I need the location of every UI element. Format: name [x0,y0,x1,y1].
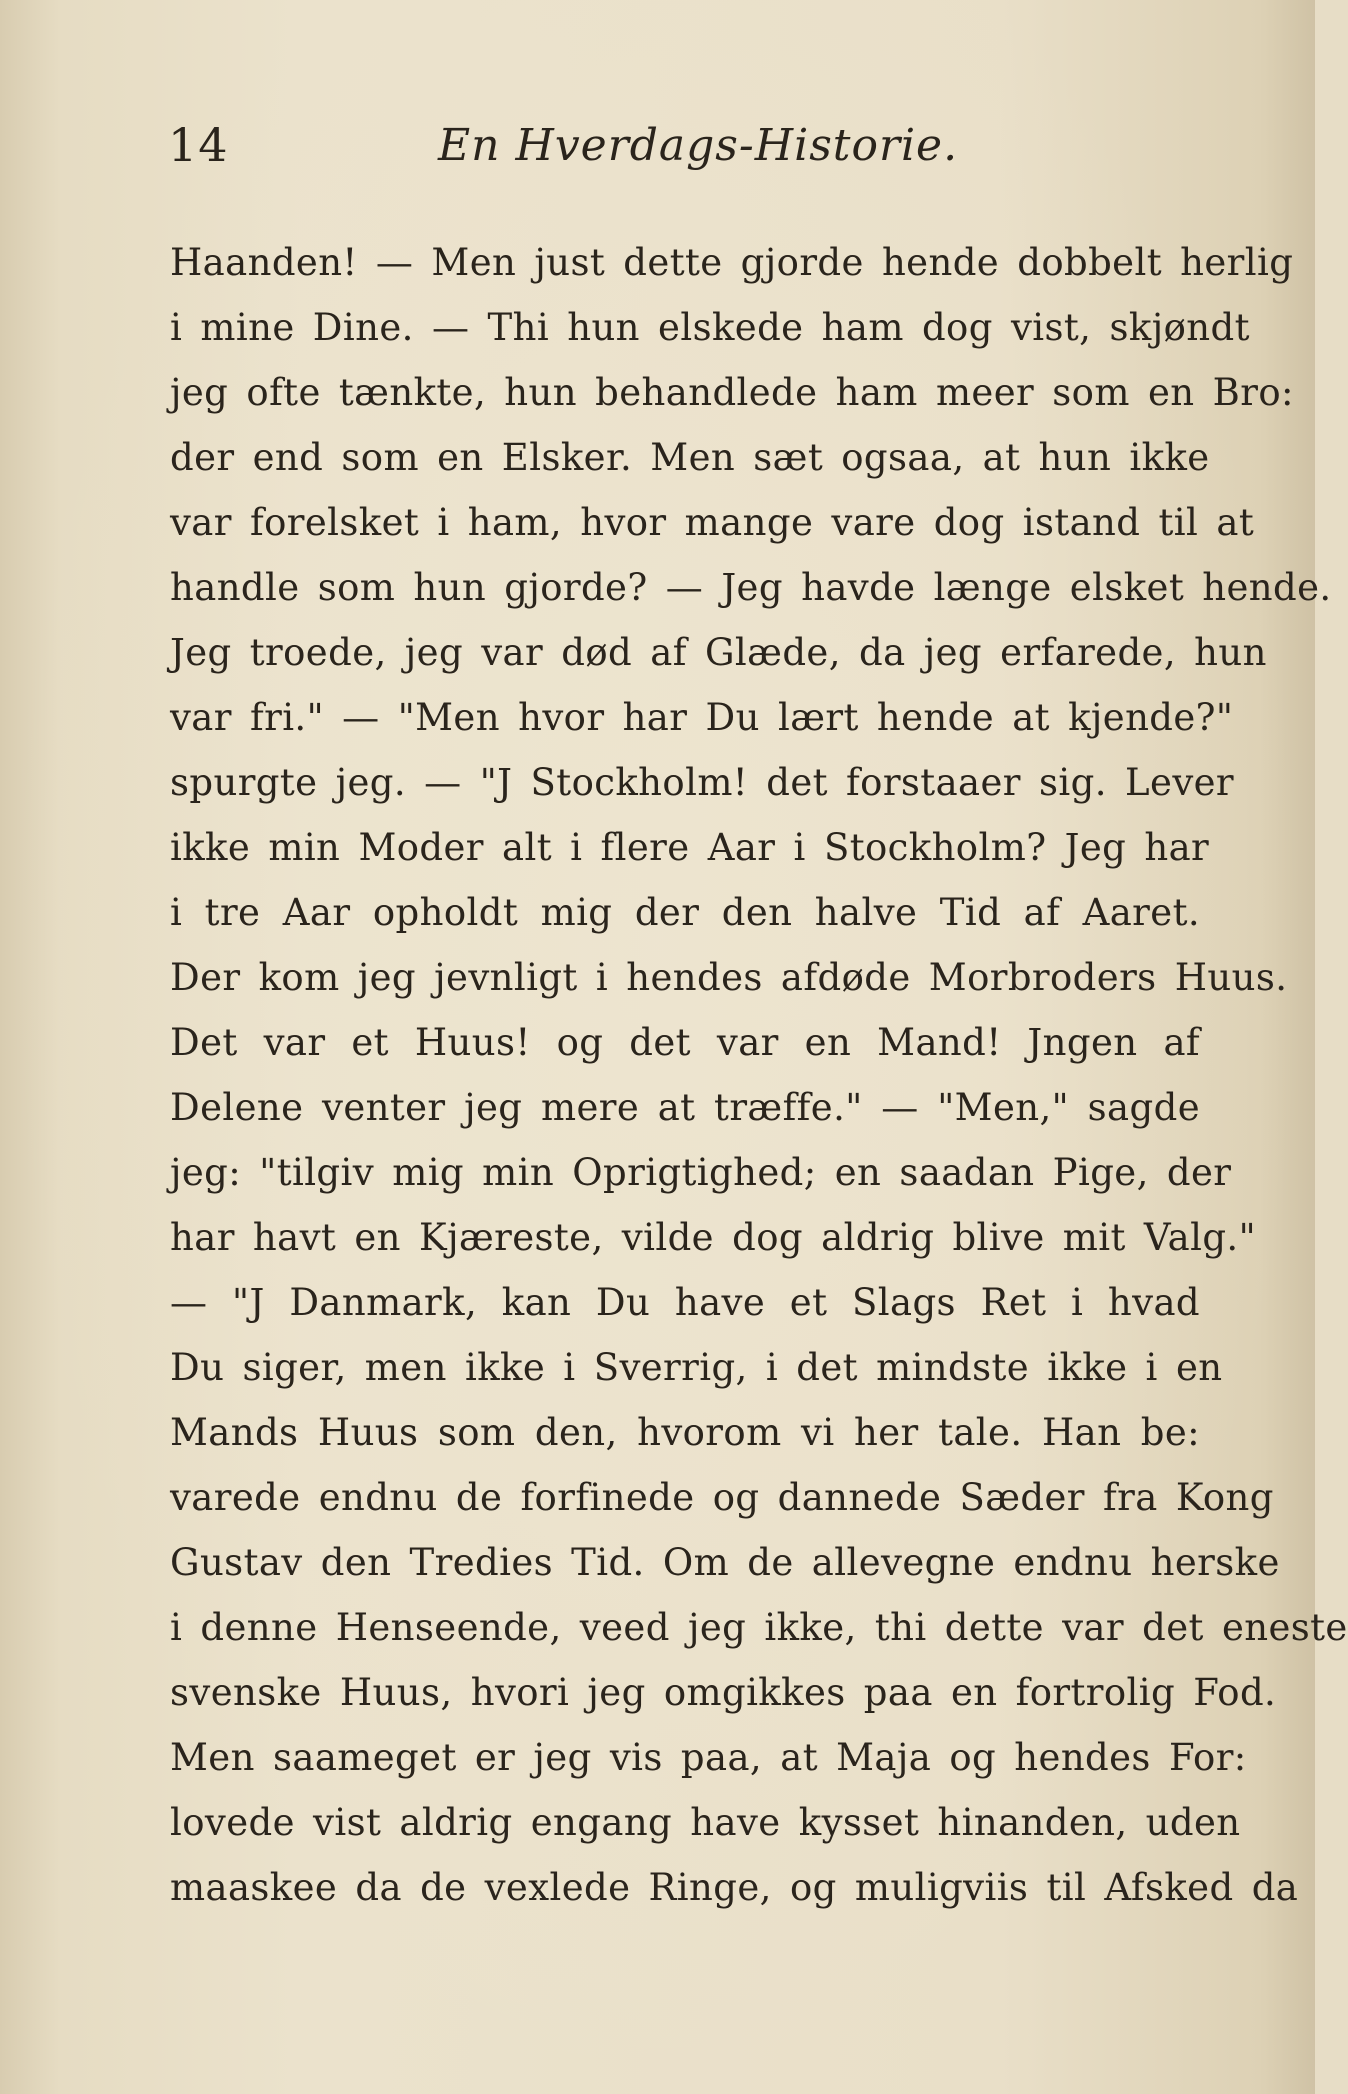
text-line: i tre Aar opholdt mig der den halve Tid af Aaret. [170,891,1200,934]
text-line: Mands Huus som den, hvorom vi her tale. Han be: [170,1411,1200,1454]
text-line: Delene venter jeg mere at træffe." — "Men," sagde [170,1086,1200,1129]
text-line: Du siger, men ikke i Sverrig, i det mindste ikke i en [170,1346,1223,1389]
text-line: i mine Dine. — Thi hun elskede ham dog vist, skjøndt [170,306,1250,349]
text-line: Det var et Huus! og det var en Mand! Jngen af [170,1021,1200,1064]
body-text [170,230,1348,1920]
page-number: 14 [168,118,229,172]
text-line: svenske Huus, hvori jeg omgikkes paa en fortrolig Fod. [170,1671,1277,1714]
text-line: jeg: "tilgiv mig min Oprigtighed; en saadan Pige, der [170,1151,1232,1194]
text-line: jeg ofte tænkte, hun behandlede ham meer som en Bro: [170,371,1294,414]
text-line: Haanden! — Men just dette gjorde hende dobbelt herlig [170,241,1294,284]
text-line: maaskee da de vexlede Ringe, og muligviis til Afsked da [170,1866,1299,1909]
text-line: var forelsket i ham, hvor mange vare dog istand til at [170,501,1255,544]
text-line: Men saameget er jeg vis paa, at Maja og hendes For: [170,1736,1247,1779]
text-line: i denne Henseende, veed jeg ikke, thi dette var det eneste [170,1606,1348,1649]
text-line: spurgte jeg. — "J Stockholm! det forstaaer sig. Lever [170,761,1235,804]
text-line: lovede vist aldrig engang have kysset hinanden, uden [170,1801,1241,1844]
text-line: der end som en Elsker. Men sæt ogsaa, at hun ikke [170,436,1210,479]
text-line: var fri." — "Men hvor har Du lært hende at kjende?" [170,696,1234,739]
running-title: En Hverdags-Historie. [438,120,959,171]
text-line: har havt en Kjæreste, vilde dog aldrig blive mit Valg." [170,1216,1257,1259]
text-line: Gustav den Tredies Tid. Om de allevegne endnu herske [170,1541,1280,1584]
text-line: Der kom jeg jevnligt i hendes afdøde Morbroders Huus. [170,956,1288,999]
text-line: handle som hun gjorde? — Jeg havde længe elsket hende. [170,566,1332,609]
running-head [168,118,1188,188]
text-line: ikke min Moder alt i flere Aar i Stockholm? Jeg har [170,826,1210,869]
text-line: varede endnu de forfinede og dannede Sæder fra Kong [170,1476,1274,1519]
text-line: — "J Danmark, kan Du have et Slags Ret i hvad [170,1281,1200,1324]
text-line: Jeg troede, jeg var død af Glæde, da jeg erfarede, hun [170,631,1267,674]
